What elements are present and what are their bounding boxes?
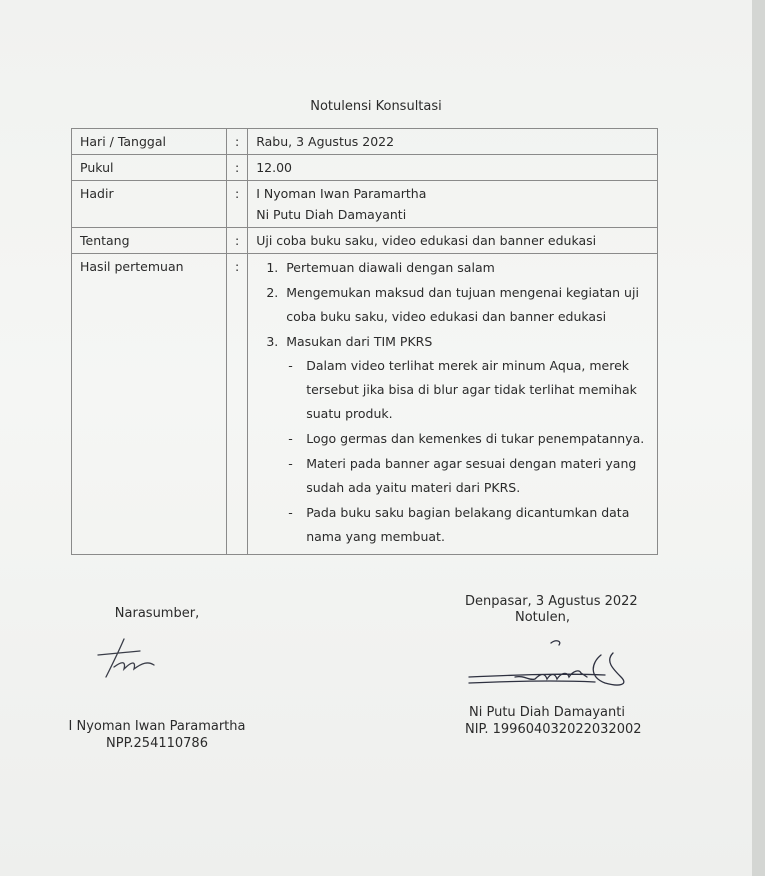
label-hasil: Hasil pertemuan — [72, 254, 227, 555]
list-item-text: Masukan dari TIM PKRS — [286, 334, 433, 349]
signature-role: Narasumber, — [114, 606, 200, 621]
list-item: 1. Pertemuan diawali dengan salam — [282, 256, 649, 280]
attendee-name: I Nyoman Iwan Paramartha — [256, 186, 427, 201]
sub-list-item: - Logo germas dan kemenkes di tukar penempatannya. — [286, 427, 649, 451]
list-item: 2. Mengemukan maksud dan tujuan mengenai kegiatan uji coba buku saku, video edukasi dan banner edukasi — [282, 281, 649, 329]
colon: : — [227, 155, 248, 181]
signer-name: I Nyoman Iwan Paramartha — [68, 719, 246, 734]
table-row — [72, 129, 658, 155]
signature-block-narasumber — [62, 606, 252, 751]
table-row — [72, 155, 658, 181]
colon: : — [227, 254, 248, 555]
value-hadir — [248, 181, 658, 228]
sub-list-item: - Pada buku saku bagian belakang dicantumkan data nama yang membuat. — [286, 501, 649, 549]
sub-list-item: - Materi pada banner agar sesuai dengan materi yang sudah ada yaitu materi dari PKRS. — [286, 452, 649, 500]
signature-notulen-icon — [455, 625, 665, 703]
sub-list — [286, 354, 649, 549]
list-item — [282, 330, 649, 549]
label-tentang: Tentang — [72, 228, 227, 254]
sub-list-item: - Dalam video terlihat merek air minum Aqua, merek tersebut jika bisa di blur agar tidak terlihat memihak suatu produk. — [286, 354, 649, 426]
page-edge — [752, 0, 765, 876]
signer-id: NIP. 199604032022032002 — [465, 722, 642, 737]
value-hasil — [248, 254, 658, 555]
minutes-table — [71, 128, 658, 555]
colon: : — [227, 228, 248, 254]
label-tanggal: Hari / Tanggal — [72, 129, 227, 155]
signature-block-notulen — [455, 594, 665, 737]
signature-role: Notulen, — [515, 610, 570, 625]
value-pukul: 12.00 — [248, 155, 658, 181]
signer-id: NPP.254110786 — [106, 736, 208, 751]
result-list — [256, 256, 649, 549]
attendee-name: Ni Putu Diah Damayanti — [256, 207, 407, 222]
table-row — [72, 254, 658, 555]
place-date: Denpasar, 3 Agustus 2022 — [465, 594, 638, 609]
label-pukul: Pukul — [72, 155, 227, 181]
colon: : — [227, 129, 248, 155]
table-row — [72, 228, 658, 254]
value-tanggal: Rabu, 3 Agustus 2022 — [248, 129, 658, 155]
document-title: Notulensi Konsultasi — [310, 99, 442, 114]
value-tentang: Uji coba buku saku, video edukasi dan banner edukasi — [248, 228, 658, 254]
colon: : — [227, 181, 248, 228]
table-row — [72, 181, 658, 228]
signature-narasumber-icon — [62, 621, 252, 699]
label-hadir: Hadir — [72, 181, 227, 228]
signer-name: Ni Putu Diah Damayanti — [469, 705, 625, 720]
